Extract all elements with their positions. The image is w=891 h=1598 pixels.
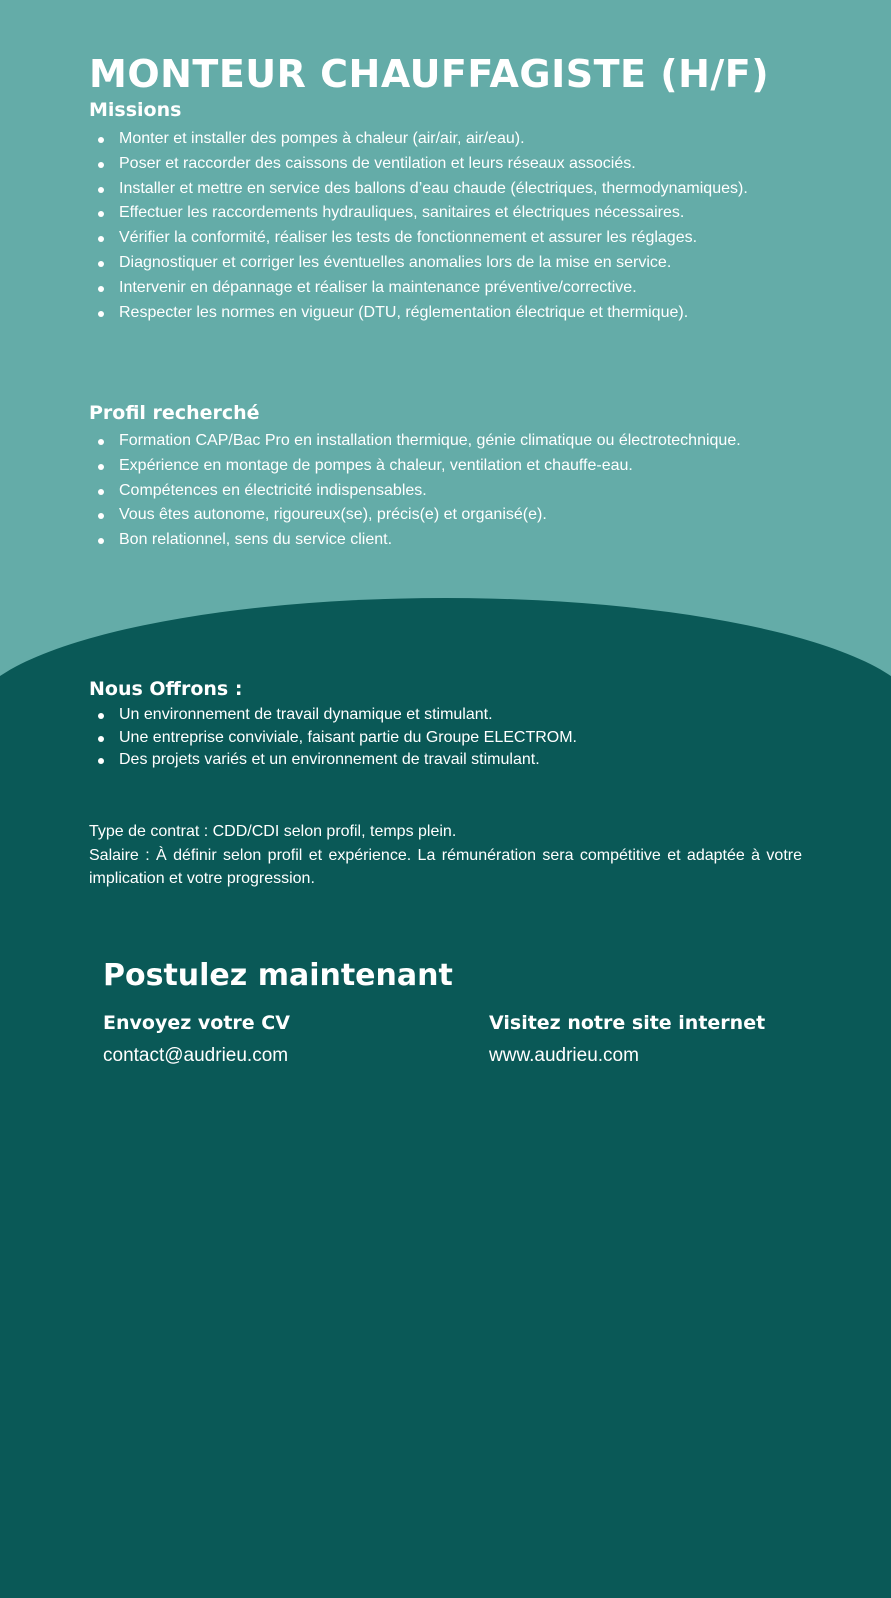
- apply-title: Postulez maintenant: [103, 958, 453, 993]
- website-heading: Visitez notre site internet: [489, 1012, 766, 1034]
- contract-type: Type de contrat : CDD/CDI selon profil, temps plein.: [89, 823, 457, 840]
- missions-heading: Missions: [89, 99, 182, 121]
- list-item: Formation CAP/Bac Pro en installation thermique, génie climatique ou électrotechnique.: [97, 429, 802, 454]
- offer-list: [97, 704, 802, 772]
- list-item: Intervenir en dépannage et réaliser la maintenance préventive/corrective.: [97, 276, 802, 301]
- list-item: Diagnostiquer et corriger les éventuelles anomalies lors de la mise en service.: [97, 251, 802, 276]
- list-item: Monter et installer des pompes à chaleur (air/air, air/eau).: [97, 127, 802, 152]
- profile-list: [97, 429, 802, 553]
- missions-list: [97, 127, 802, 325]
- list-item: Compétences en électricité indispensables.: [97, 479, 802, 504]
- list-item: Vérifier la conformité, réaliser les tests de fonctionnement et assurer les réglages.: [97, 226, 802, 251]
- page-title: MONTEUR CHAUFFAGISTE (H/F): [89, 52, 770, 96]
- list-item: Une entreprise conviviale, faisant partie du Groupe ELECTROM.: [97, 727, 802, 750]
- list-item: Vous êtes autonome, rigoureux(se), précis(e) et organisé(e).: [97, 503, 802, 528]
- cv-heading: Envoyez votre CV: [103, 1012, 290, 1034]
- list-item: Respecter les normes en vigueur (DTU, réglementation électrique et thermique).: [97, 301, 802, 326]
- website-link[interactable]: www.audrieu.com: [489, 1045, 639, 1066]
- contact-email-link[interactable]: contact@audrieu.com: [103, 1045, 289, 1066]
- contract-info: [89, 820, 802, 891]
- salary-text: Salaire : À définir selon profil et expérience. La rémunération sera compétitive et adaptée à votre implication et votre progression.: [89, 846, 802, 887]
- list-item: Expérience en montage de pompes à chaleur, ventilation et chauffe-eau.: [97, 454, 802, 479]
- list-item: Bon relationnel, sens du service client.: [97, 528, 802, 553]
- list-item: Des projets variés et un environnement de travail stimulant.: [97, 749, 802, 772]
- list-item: Effectuer les raccordements hydrauliques, sanitaires et électriques nécessaires.: [97, 201, 802, 226]
- list-item: Un environnement de travail dynamique et stimulant.: [97, 704, 802, 727]
- list-item: Poser et raccorder des caissons de ventilation et leurs réseaux associés.: [97, 152, 802, 177]
- profile-heading: Profil recherché: [89, 402, 260, 424]
- list-item: Installer et mettre en service des ballons d’eau chaude (électriques, thermodynamiques).: [97, 177, 802, 202]
- offer-heading: Nous Offrons :: [89, 678, 243, 700]
